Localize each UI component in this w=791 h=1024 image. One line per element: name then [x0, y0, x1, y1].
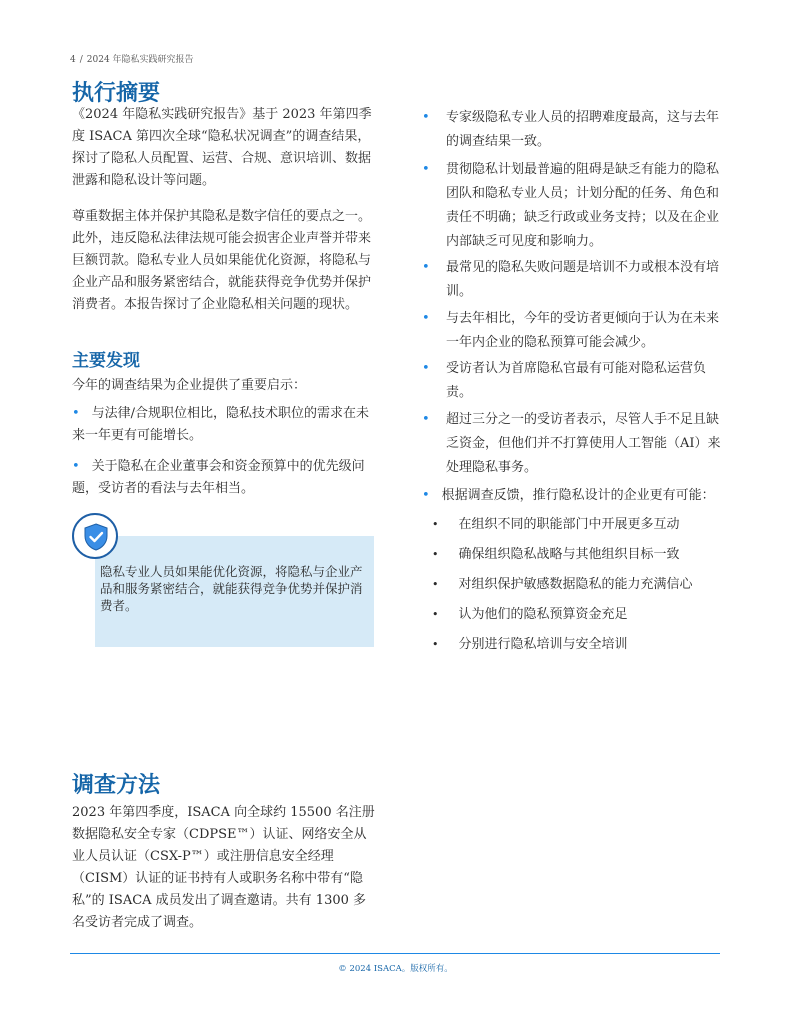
page-header	[70, 52, 194, 65]
bullet-dot: •	[422, 488, 430, 503]
exec-summary-paragraph-1: 《2024 年隐私实践研究报告》基于 2023 年第四季度 ISACA 第四次全球“隐私状况调查”的调查结果，探讨了隐私人员配置、运营、合规、意识培训、数据泄露和隐私设计等问题。	[72, 107, 372, 188]
sub-bullet-text: 在组织不同的职能部门中开展更多互动	[458, 517, 680, 532]
finding-text: 专家级隐私专业人员的招聘难度最高，这与去年的调查结果一致。	[446, 110, 720, 149]
finding-text: 超过三分之一的受访者表示，尽管人手不足且缺乏资金，但他们并不打算使用人工智能（AI）来处理隐私事务。	[446, 412, 721, 475]
finding-bullet	[72, 456, 377, 500]
privacy-by-design-lead	[422, 484, 715, 508]
sub-bullet-dot: •	[432, 578, 439, 591]
bullet-dot: •	[422, 162, 430, 177]
exec-summary-title: 执行摘要	[72, 81, 161, 106]
methodology-title: 调查方法	[72, 773, 161, 798]
bullet-dot: •	[422, 311, 430, 326]
finding-bullet	[422, 307, 722, 355]
sub-bullet-dot: •	[432, 638, 439, 651]
methodology-paragraph: 2023 年第四季度，ISACA 向全球约 15500 名注册数据隐私安全专家（CDPSE™）认证、网络安全从业人员认证（CSX-P™）或注册信息安全经理（CISM）认证的证书持有人或职务名称中带有“隐私”的 ISACA 成员发出了调查邀请。共有 1300 多名受访者完成了调查。	[72, 805, 375, 930]
finding-text: 贯彻隐私计划最普遍的阻碍是缺乏有能力的隐私团队和隐私专业人员；计划分配的任务、角色和责任不明确；缺乏行政或业务支持；以及在企业内部缺乏可见度和影响力。	[446, 162, 720, 249]
sub-bullet	[432, 543, 680, 567]
finding-text: 与法律/合规职位相比，隐私技术职位的需求在未来一年更有可能增长。	[72, 406, 370, 443]
header-separator: /	[79, 55, 83, 65]
shield-check-icon	[72, 513, 118, 559]
sub-bullet-text: 确保组织隐私战略与其他组织目标一致	[458, 547, 680, 562]
bullet-dot: •	[72, 406, 80, 421]
bullet-dot: •	[72, 459, 80, 474]
exec-summary-paragraph-2: 尊重数据主体并保护其隐私是数字信任的要点之一。此外，违反隐私法律法规可能会损害企业声誉并带来巨额罚款。隐私专业人员如果能优化资源，将隐私与企业产品和服务紧密结合，就能获得竞争优势并保护消费者。本报告探讨了企业隐私相关问题的现状。	[72, 209, 372, 312]
header-doc-title: 2024 年隐私实践研究报告	[86, 55, 194, 65]
bullet-dot: •	[422, 412, 430, 427]
footer-divider	[70, 953, 720, 954]
finding-bullet	[422, 256, 722, 304]
page-number: 4	[70, 55, 76, 65]
callout-text: 隐私专业人员如果能优化资源，将隐私与企业产品和服务紧密结合，就能获得竞争优势并保护消费者。	[100, 564, 363, 613]
finding-text: 最常见的隐私失败问题是培训不力或根本没有培训。	[446, 260, 720, 299]
sub-bullet-dot: •	[432, 608, 439, 621]
sub-bullet	[432, 603, 628, 627]
bullet-dot: •	[422, 110, 430, 125]
finding-text: 与去年相比，今年的受访者更倾向于认为在未来一年内企业的隐私预算可能会减少。	[446, 311, 720, 350]
finding-bullet	[422, 106, 722, 154]
finding-bullet	[422, 158, 722, 254]
sub-bullet	[432, 573, 693, 597]
finding-bullet	[72, 403, 377, 447]
sub-bullet-dot: •	[432, 518, 439, 531]
footer-copyright: © 2024 ISACA。版权所有。	[338, 964, 453, 974]
sub-bullet-text: 分别进行隐私培训与安全培训	[458, 637, 628, 652]
sub-bullet-text: 认为他们的隐私预算资金充足	[458, 607, 628, 622]
sub-bullet	[432, 513, 680, 537]
bullet-dot: •	[422, 260, 430, 275]
finding-bullet	[422, 408, 722, 480]
key-findings-title: 主要发现	[72, 351, 140, 371]
finding-text: 受访者认为首席隐私官最有可能对隐私运营负责。	[446, 361, 707, 400]
sub-bullet	[432, 633, 628, 657]
sub-bullet-dot: •	[432, 548, 439, 561]
bullet-dot: •	[422, 361, 430, 376]
finding-text: 关于隐私在企业董事会和资金预算中的优先级问题，受访者的看法与去年相当。	[72, 459, 365, 496]
finding-bullet	[422, 357, 722, 405]
privacy-by-design-lead-text: 根据调查反馈，推行隐私设计的企业更有可能：	[441, 488, 715, 503]
key-findings-intro: 今年的调查结果为企业提供了重要启示：	[72, 378, 307, 393]
sub-bullet-text: 对组织保护敏感数据隐私的能力充满信心	[458, 577, 693, 592]
